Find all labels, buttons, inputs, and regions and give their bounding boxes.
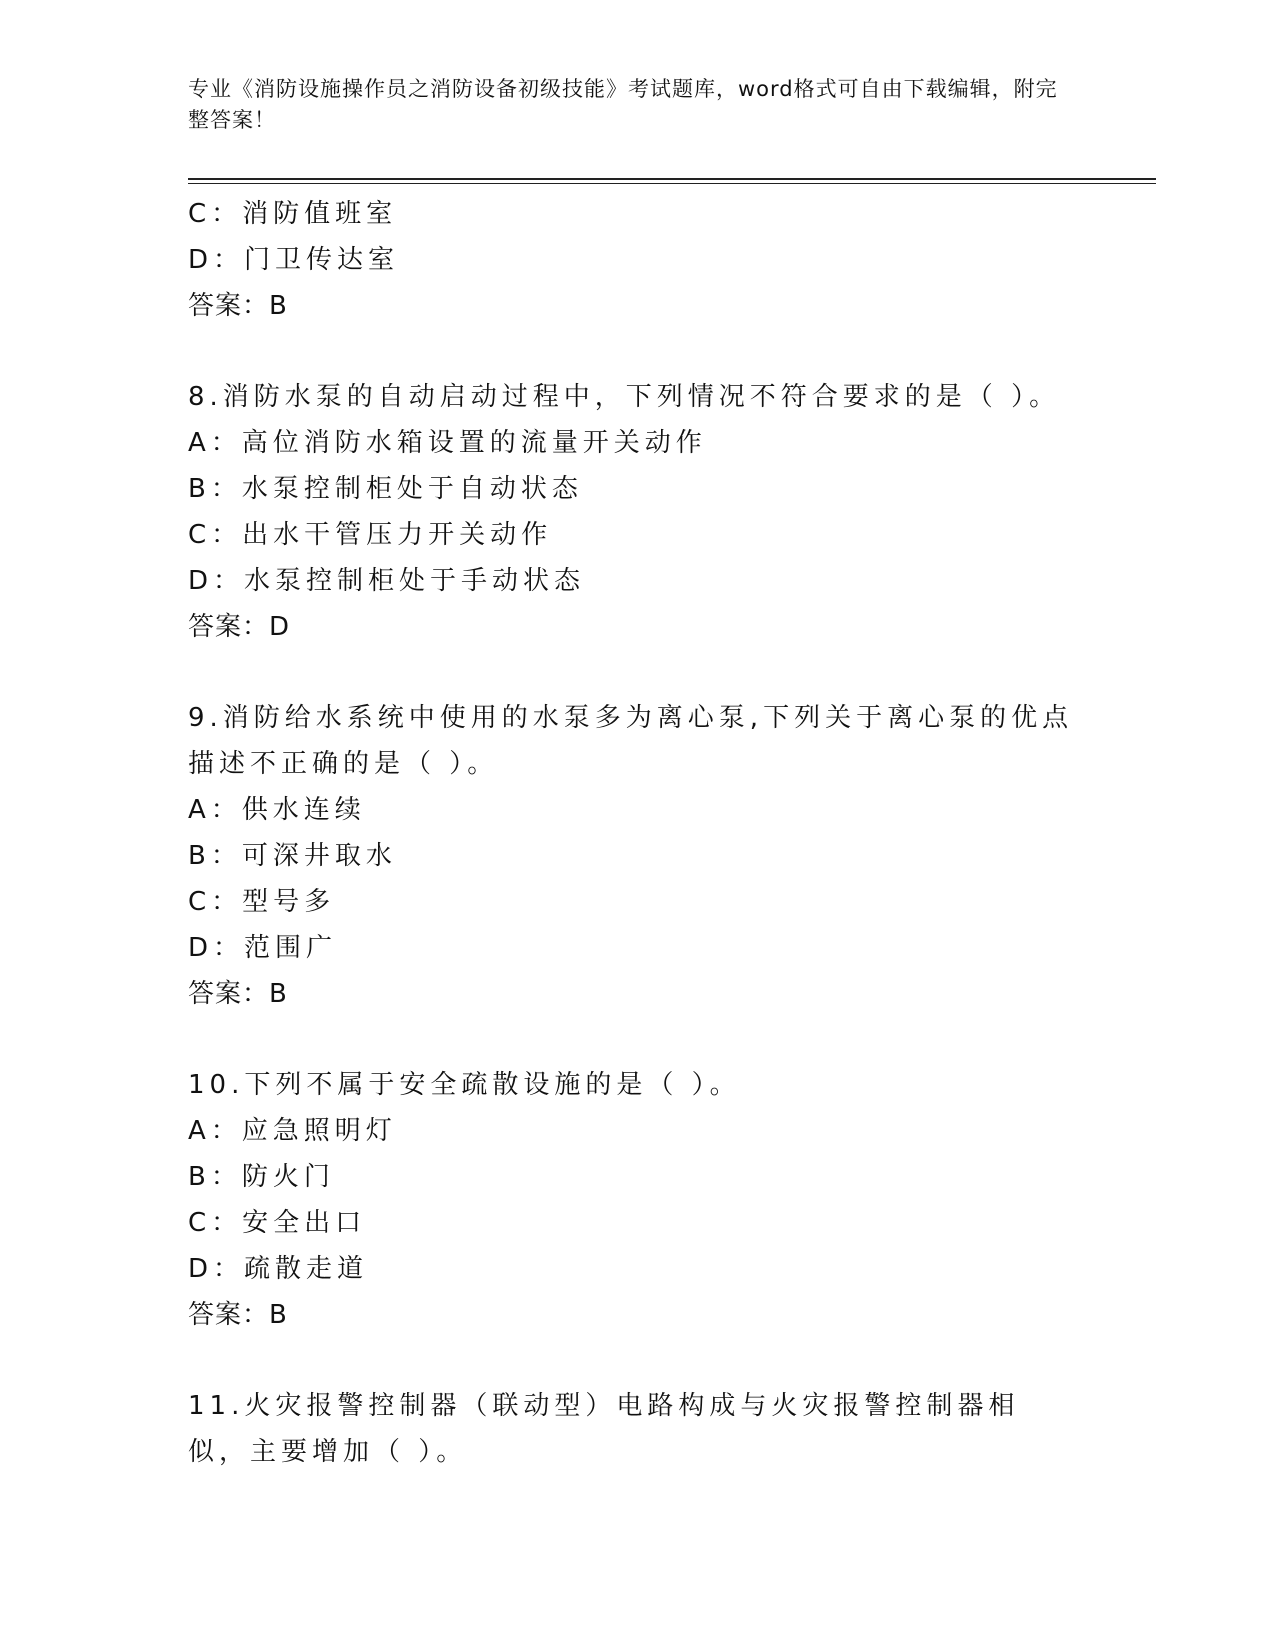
answer-line: 答案：D (188, 612, 291, 642)
answer-line: 答案：B (188, 291, 288, 321)
option-a: A：高位消防水箱设置的流量开关动作 (188, 428, 707, 458)
answer-line: 答案：B (188, 979, 288, 1009)
option-c: C：消防值班室 (188, 199, 398, 229)
question-stem: 9.消防给水系统中使用的水泵多为离心泵,下列关于离心泵的优点描述不正确的是（ ）。 (188, 703, 1074, 779)
option-b: B：可深井取水 (188, 841, 397, 871)
question-stem: 10.下列不属于安全疏散设施的是（ ）。 (188, 1070, 741, 1100)
header-divider-thin (188, 183, 1156, 184)
spacer (188, 650, 1088, 695)
question-stem: 8.消防水泵的自动启动过程中，下列情况不符合要求的是（ ）。 (188, 382, 1061, 412)
question-block (188, 695, 1088, 1017)
option-d: D：范围广 (188, 933, 338, 963)
option-d: D：水泵控制柜处于手动状态 (188, 566, 586, 596)
question-stem: 11.火灾报警控制器（联动型）电路构成与火灾报警控制器相似，主要增加（ ）。 (188, 1391, 1020, 1467)
question-list (188, 191, 1088, 1475)
spacer (188, 1017, 1088, 1062)
option-a: A：应急照明灯 (188, 1116, 397, 1146)
option-a: A：供水连续 (188, 795, 366, 825)
header-divider-thick (188, 178, 1156, 180)
spacer (188, 329, 1088, 374)
answer-line: 答案：B (188, 1300, 288, 1330)
option-b: B：水泵控制柜处于自动状态 (188, 474, 583, 504)
option-b: B：防火门 (188, 1162, 335, 1192)
option-d: D：疏散走道 (188, 1254, 369, 1284)
question-block (188, 191, 1088, 329)
option-d: D：门卫传达室 (188, 245, 400, 275)
question-block (188, 1383, 1088, 1475)
question-block (188, 1062, 1088, 1338)
option-c: C：出水干管压力开关动作 (188, 520, 553, 550)
spacer (188, 1338, 1088, 1383)
option-c: C：安全出口 (188, 1208, 367, 1238)
option-c: C：型号多 (188, 887, 336, 917)
document-header: 专业《消防设施操作员之消防设备初级技能》考试题库，word格式可自由下载编辑，附完整答案！ (188, 77, 1058, 132)
question-block (188, 374, 1088, 650)
